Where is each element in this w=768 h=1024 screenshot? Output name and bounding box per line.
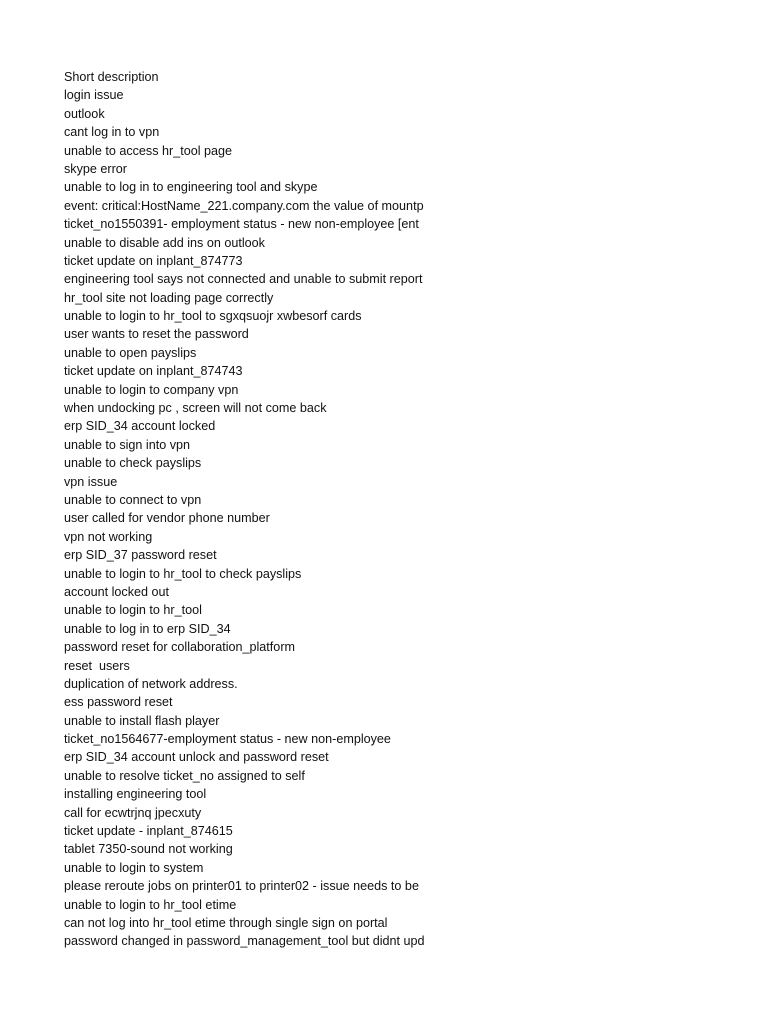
- table-row[interactable]: cant log in to vpn: [64, 125, 160, 140]
- table-row[interactable]: ticket_no1550391- employment status - new non-employee [ent: [64, 217, 419, 232]
- table-row[interactable]: ticket update on inplant_874743: [64, 364, 243, 379]
- table-row[interactable]: unable to access hr_tool page: [64, 143, 233, 158]
- rows-container: [64, 86, 430, 950]
- table-row[interactable]: vpn not working: [64, 529, 153, 544]
- table-row[interactable]: erp SID_37 password reset: [64, 548, 217, 563]
- table-row[interactable]: reset users: [64, 658, 130, 673]
- table-row[interactable]: account locked out: [64, 584, 170, 599]
- table-row[interactable]: ticket_no1564677-employment status - new non-employee: [64, 732, 391, 747]
- column-header[interactable]: Short description: [64, 70, 159, 84]
- table-row[interactable]: unable to sign into vpn: [64, 437, 191, 452]
- table-row[interactable]: please reroute jobs on printer01 to printer02 - issue needs to be: [64, 879, 419, 894]
- table-row[interactable]: outlook: [64, 106, 105, 121]
- table-row[interactable]: engineering tool says not connected and unable to submit report: [64, 272, 423, 287]
- table-row[interactable]: call for ecwtrjnq jpecxuty: [64, 805, 202, 820]
- table-row[interactable]: unable to login to company vpn: [64, 382, 239, 397]
- table-row[interactable]: login issue: [64, 88, 124, 103]
- short-description-column: [64, 68, 430, 951]
- table-row[interactable]: unable to install flash player: [64, 713, 220, 728]
- table-row[interactable]: tablet 7350-sound not working: [64, 842, 233, 857]
- table-row[interactable]: duplication of network address.: [64, 676, 238, 691]
- table-row[interactable]: unable to login to hr_tool: [64, 603, 202, 618]
- table-row[interactable]: erp SID_34 account locked: [64, 419, 216, 434]
- table-row[interactable]: can not log into hr_tool etime through single sign on portal: [64, 915, 388, 930]
- table-row[interactable]: password reset for collaboration_platform: [64, 640, 295, 655]
- table-row[interactable]: ticket update on inplant_874773: [64, 253, 243, 268]
- table-row[interactable]: when undocking pc , screen will not come back: [64, 401, 327, 416]
- table-row[interactable]: vpn issue: [64, 474, 118, 489]
- table-row[interactable]: event: critical:HostName_221.company.com the value of mountp: [64, 198, 424, 213]
- table-row[interactable]: user wants to reset the password: [64, 327, 249, 342]
- table-row[interactable]: user called for vendor phone number: [64, 511, 270, 526]
- table-row[interactable]: unable to login to hr_tool to check payslips: [64, 566, 302, 581]
- table-row[interactable]: unable to connect to vpn: [64, 492, 202, 507]
- table-row[interactable]: unable to log in to engineering tool and skype: [64, 180, 318, 195]
- table-row[interactable]: skype error: [64, 161, 127, 176]
- table-row[interactable]: password changed in password_management_tool but didnt upd: [64, 934, 425, 949]
- table-row[interactable]: unable to open payslips: [64, 345, 197, 360]
- table-row[interactable]: hr_tool site not loading page correctly: [64, 290, 274, 305]
- table-row[interactable]: unable to login to hr_tool to sgxqsuojr xwbesorf cards: [64, 309, 362, 324]
- table-row[interactable]: erp SID_34 account unlock and password reset: [64, 750, 329, 765]
- table-row[interactable]: unable to check payslips: [64, 456, 202, 471]
- table-row[interactable]: unable to login to hr_tool etime: [64, 897, 237, 912]
- table-row[interactable]: ticket update - inplant_874615: [64, 824, 233, 839]
- table-row[interactable]: unable to resolve ticket_no assigned to self: [64, 768, 305, 783]
- table-row[interactable]: ess password reset: [64, 695, 173, 710]
- table-row[interactable]: unable to disable add ins on outlook: [64, 235, 265, 250]
- table-row[interactable]: unable to log in to erp SID_34: [64, 621, 231, 636]
- table-row[interactable]: unable to login to system: [64, 860, 204, 875]
- table-row[interactable]: installing engineering tool: [64, 787, 207, 802]
